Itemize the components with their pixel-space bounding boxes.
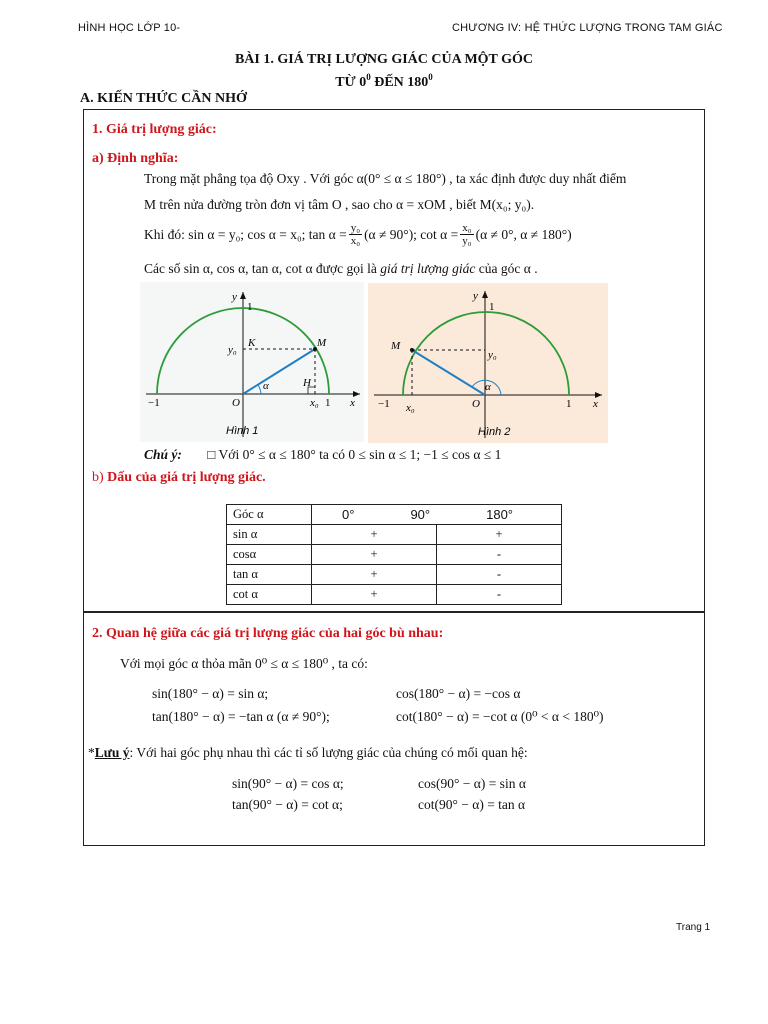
fig1-caption: Hình 1: [226, 425, 259, 437]
complementary-note: *Lưu ý: Với hai góc phụ nhau thì các tỉ số lượng giác của chúng có mối quan hệ:: [88, 745, 528, 760]
page-subtitle: TỪ $0^0$ ĐẾN $180^0$: [335, 72, 433, 90]
page-title: BÀI 1. GIÁ TRỊ LƯỢNG GIÁC CỦA MỘT GÓC: [234, 52, 534, 67]
fig1-label-y0: y₀: [228, 344, 237, 356]
sign-table-header-angle: Góc α: [227, 505, 312, 525]
table-row: cot α + -: [227, 585, 562, 605]
definition-line-1: Trong mặt phẳng tọa độ Oxy . Với góc α(0° ≤ α ≤ 180°) , ta xác định được duy nhất điểm: [144, 171, 627, 186]
fig2-label-M: M: [391, 340, 401, 352]
table-row: sin α + +: [227, 525, 562, 545]
fig1-label-x: x: [350, 397, 355, 409]
fig2-label-y: y: [473, 290, 478, 302]
unit-semicircle-figure-2: [368, 283, 608, 443]
fig2-label-neg1: −1: [378, 398, 390, 410]
sign-table: [226, 504, 562, 605]
unit-semicircle-figure-1: [140, 282, 364, 442]
fig2-label-x: x: [593, 398, 598, 410]
part1-sub-a: a) Định nghĩa:: [92, 151, 179, 166]
section-a-heading: A. KIẾN THỨC CẦN NHỚ: [80, 91, 247, 106]
figure-1: [140, 282, 364, 442]
header-left: HÌNH HỌC LỚP 10-: [78, 22, 181, 34]
tan-fraction: $\frac{\text{y₀}}{\text{x₀}}$: [350, 222, 361, 247]
fig2-caption: Hình 2: [478, 426, 511, 438]
fig1-label-K: K: [248, 337, 256, 349]
fig2-label-x0: x₀: [406, 402, 415, 414]
header-right: CHƯƠNG IV: HỆ THỨC LƯỢNG TRONG TAM GIÁC: [452, 22, 723, 34]
eq-cot-180: cot(180° − α) = −cot α (0⁰ < α < 180⁰): [396, 709, 604, 724]
fig1-label-1-top: 1: [247, 301, 253, 313]
sign-table-header-90: 90°: [410, 507, 431, 522]
eq-sin-90: sin(90° − α) = cos α;: [232, 776, 344, 791]
eq-sin-180: sin(180° − α) = sin α;: [152, 686, 269, 701]
fig1-label-neg1: −1: [148, 397, 160, 409]
cot-fraction: $\frac{\text{x₀}}{\text{y₀}}$: [462, 222, 472, 247]
eq-cot-90: cot(90° − α) = tan α: [418, 797, 526, 812]
part2-heading: 2. Quan hệ giữa các giá trị lượng giác của hai góc bù nhau:: [92, 626, 444, 641]
fig2-label-O: O: [472, 398, 480, 410]
sign-table-header: [227, 505, 562, 525]
fig2-label-y0: y₀: [488, 349, 497, 361]
eq-tan-90: tan(90° − α) = cot α;: [232, 797, 343, 812]
fig1-label-H: H: [303, 377, 311, 389]
fig2-label-alpha: α: [485, 381, 491, 393]
fig1-label-M: M: [317, 337, 327, 349]
fig2-label-1-right: 1: [566, 398, 572, 410]
part2-intro: Với mọi góc α thỏa mãn 0⁰ ≤ α ≤ 180⁰ , ta có:: [120, 656, 368, 671]
knowledge-box-2: [83, 612, 705, 846]
part1-heading: 1. Giá trị lượng giác:: [92, 122, 217, 137]
definition-line-3: Khi đó: sin α = y₀; cos α = x₀; tan α = $\frac{\text{y₀}}{\text{x₀}}$ (α ≠ 90°); cot α = $\frac{\text{x₀}}{\text{y₀}}$ (α ≠ 0°, α ≠ 180°): [144, 222, 572, 247]
definition-line-4: Các số sin α, cos α, tan α, cot α được gọi là giá trị lượng giác của góc α .: [144, 261, 538, 276]
table-row: tan α + -: [227, 565, 562, 585]
fig1-label-y: y: [232, 291, 237, 303]
sign-table-header-0: 0°: [342, 507, 355, 522]
note-line: Chú ý: □ Với 0° ≤ α ≤ 180° ta có 0 ≤ sin α ≤ 1; −1 ≤ cos α ≤ 1: [144, 447, 502, 462]
fig1-label-alpha: α: [263, 380, 269, 392]
eq-tan-180: tan(180° − α) = −tan α (α ≠ 90°);: [152, 709, 330, 724]
eq-cos-90: cos(90° − α) = sin α: [418, 776, 526, 791]
page-number: Trang 1: [676, 922, 711, 933]
fig1-label-O: O: [232, 397, 240, 409]
fig2-label-1-top: 1: [489, 301, 495, 313]
part1-sub-b: b) Dấu của giá trị lượng giác.: [92, 470, 266, 485]
sign-table-header-180: 180°: [486, 507, 513, 522]
fig1-label-x0: x₀: [310, 397, 319, 409]
figure-2: [368, 283, 608, 443]
eq-cos-180: cos(180° − α) = −cos α: [396, 686, 521, 701]
definition-line-2: M trên nửa đường tròn đơn vị tâm O , sao cho α = xOM , biết M(x₀; y₀).: [144, 197, 535, 212]
table-row: cosα + -: [227, 545, 562, 565]
fig1-label-1-right: 1: [325, 397, 331, 409]
